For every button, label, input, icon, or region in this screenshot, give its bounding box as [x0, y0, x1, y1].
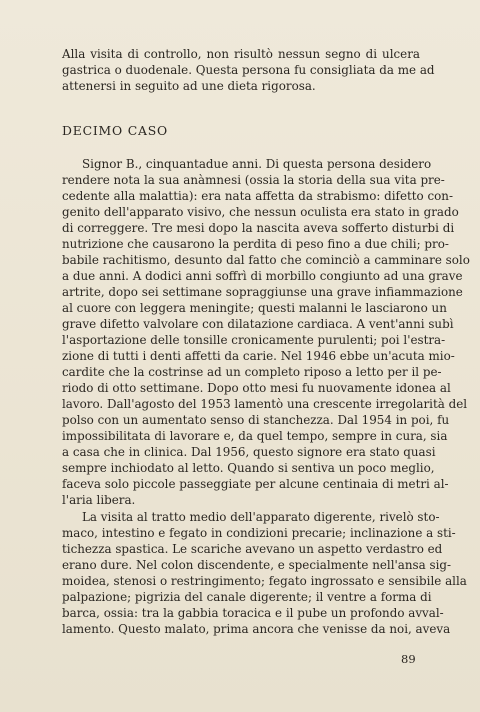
- text-line: lavoro. Dall'agosto del 1953 lamentò una crescente irregolarità del: [62, 397, 468, 411]
- text-line: l'aria libera.: [62, 493, 136, 507]
- text-line: l'asportazione delle tonsille cronicamente purulenti; poi l'estra-: [62, 333, 446, 347]
- text-line: erano dure. Nel colon discendente, e specialmente nell'ansa sig-: [62, 558, 452, 572]
- text-line: rendere nota la sua anàmnesi (ossia la storia della sua vita pre-: [62, 173, 445, 187]
- paragraph-examination: [62, 509, 467, 637]
- text-line: babile rachitismo, desunto dal fatto che cominciò a camminare solo: [62, 253, 470, 267]
- text-line: riodo di otto settimane. Dopo otto mesi fu nuovamente idonea al: [62, 381, 451, 395]
- paragraph-case-history: [62, 156, 470, 508]
- intro-paragraph: [62, 46, 435, 94]
- text-line: faceva solo piccole passeggiate per alcune centinaia di metri al-: [62, 477, 449, 491]
- text-line: moidea, stenosi o restringimento; fegato ingrossato e sensibile alla: [62, 574, 467, 588]
- text-line: lamento. Questo malato, prima ancora che venisse da noi, aveva: [62, 622, 451, 636]
- text-line: Alla visita di controllo, non risultò nessun segno di ulcera: [62, 47, 420, 61]
- text-line: La visita al tratto medio dell'apparato digerente, rivelò sto-: [82, 510, 440, 524]
- text-line: Signor B., cinquantadue anni. Di questa persona desidero: [82, 157, 432, 171]
- text-line: gastrica o duodenale. Questa persona fu consigliata da me ad: [62, 63, 435, 77]
- text-line: a casa che in clinica. Dal 1956, questo signore era stato quasi: [62, 445, 436, 459]
- text-line: zione di tutti i denti affetti da carie. Nel 1946 ebbe un'acuta mio-: [62, 349, 455, 363]
- section-heading: DECIMO CASO: [62, 123, 169, 138]
- text-line: nutrizione che causarono la perdita di peso fino a due chili; pro-: [62, 237, 449, 251]
- text-line: impossibilitata di lavorare e, da quel tempo, sempre in cura, sia: [62, 429, 448, 443]
- text-line: tichezza spastica. Le scariche avevano un aspetto verdastro ed: [62, 542, 443, 556]
- text-line: genito dell'apparato visivo, che nessun oculista era stato in grado: [62, 205, 459, 219]
- text-line: cardite che la costrinse ad un completo riposo a letto per il pe-: [62, 365, 442, 379]
- text-line: artrite, dopo sei settimane sopraggiunse una grave infiammazione: [62, 285, 463, 299]
- text-line: cedente alla malattia): era nata affetta da strabismo: difetto con-: [62, 189, 453, 203]
- text-line: polso con un aumentato senso di stanchezza. Dal 1954 in poi, fu: [62, 413, 450, 427]
- text-line: grave difetto valvolare con dilatazione cardiaca. A vent'anni subì: [62, 317, 454, 331]
- text-line: a due anni. A dodici anni soffrì di morbillo congiunto ad una grave: [62, 269, 463, 283]
- text-line: palpazione; pigrizia del canale digerente; il ventre a forma di: [62, 590, 432, 604]
- text-line: maco, intestino e fegato in condizioni precarie; inclinazione a sti-: [62, 526, 456, 540]
- text-line: di correggere. Tre mesi dopo la nascita aveva sofferto disturbi di: [62, 221, 455, 235]
- page-number: 89: [401, 652, 416, 666]
- text-line: sempre inchiodato al letto. Quando si sentiva un poco meglio,: [62, 461, 435, 475]
- text-line: barca, ossia: tra la gabbia toracica e il pube un profondo avval-: [62, 606, 444, 620]
- text-line: attenersi in seguito ad une dieta rigorosa.: [62, 79, 316, 93]
- text-line: al cuore con leggera meningite; questi malanni le lasciarono un: [62, 301, 447, 315]
